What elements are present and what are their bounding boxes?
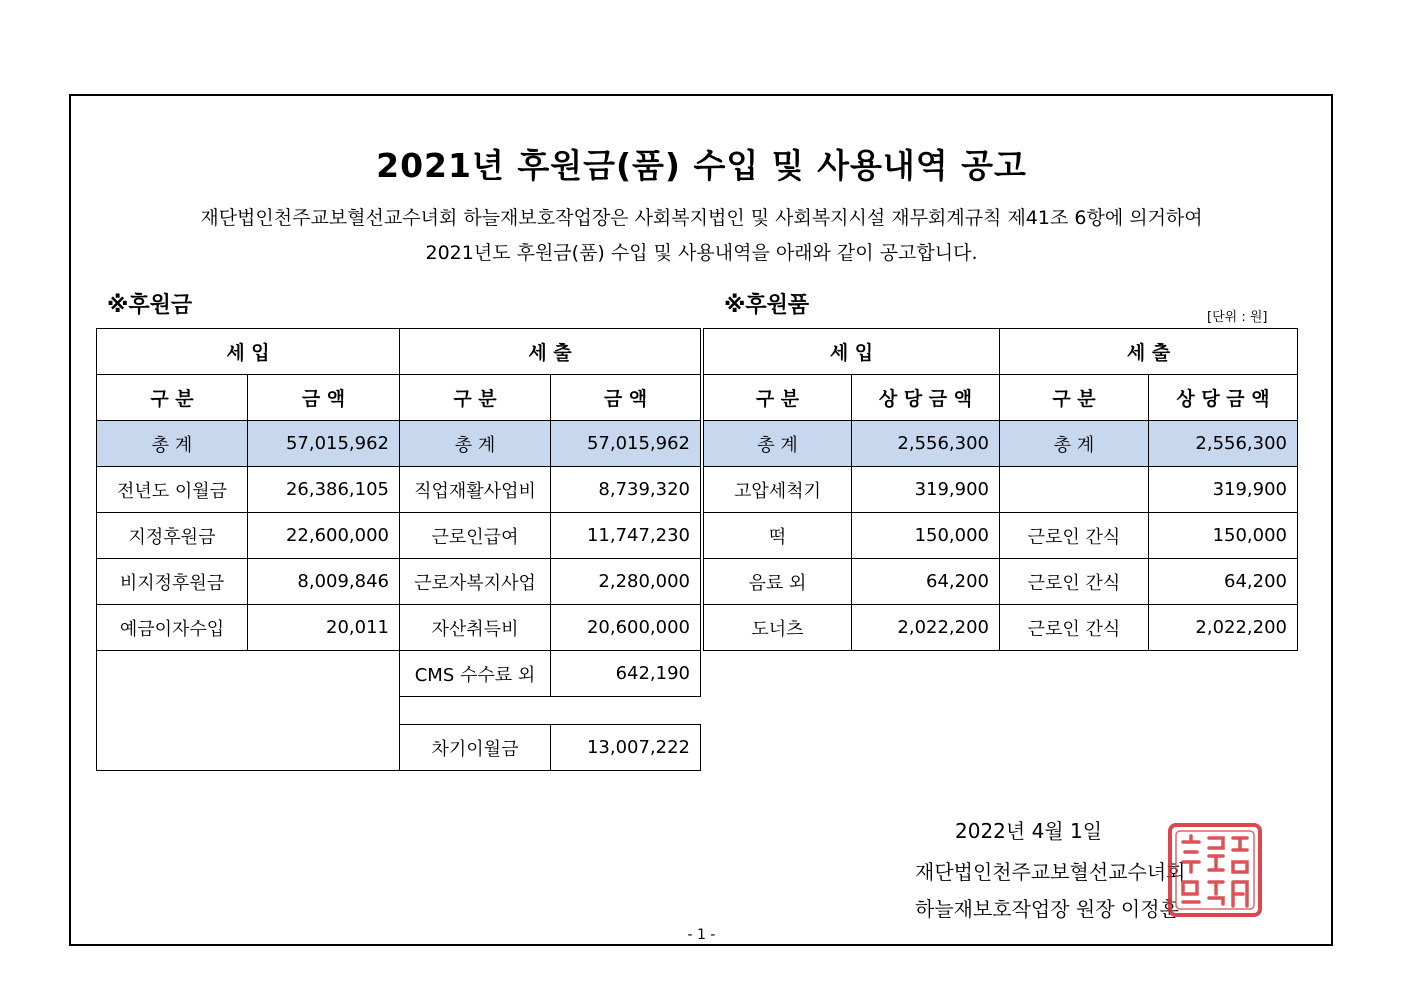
table-row: [97, 559, 701, 605]
table-row: [97, 605, 701, 651]
table-row: [97, 651, 701, 697]
total-label: 총 계: [97, 421, 248, 467]
income-amount: 2,022,200: [852, 605, 1000, 651]
income-amount: 26,386,105: [248, 467, 400, 513]
expense-category: 근로인 간식: [1000, 605, 1149, 651]
col-amount: 상 당 금 액: [852, 375, 1000, 421]
income-category: 비지정후원금: [97, 559, 248, 605]
expense-amount: 319,900: [1149, 467, 1298, 513]
expense-amount: 8,739,320: [551, 467, 701, 513]
income-amount: 319,900: [852, 467, 1000, 513]
income-category: 고압세척기: [704, 467, 852, 513]
income-header: 세 입: [97, 329, 400, 375]
col-amount: 상 당 금 액: [1149, 375, 1298, 421]
income-category: 음료 외: [704, 559, 852, 605]
expense-amount: 20,600,000: [551, 605, 701, 651]
col-category: 구 분: [1000, 375, 1149, 421]
table-row: [97, 467, 701, 513]
expense-amount: 11,747,230: [551, 513, 701, 559]
carryover-label: 차기이월금: [400, 725, 551, 771]
expense-header: 세 출: [400, 329, 701, 375]
total-label: 총 계: [704, 421, 852, 467]
income-category: 전년도 이월금: [97, 467, 248, 513]
donation-goods-table: [703, 328, 1298, 651]
total-label: 총 계: [400, 421, 551, 467]
expense-category: [1000, 467, 1149, 513]
expense-total: 2,556,300: [1149, 421, 1298, 467]
expense-category: 근로인 간식: [1000, 559, 1149, 605]
income-empty-area: [97, 651, 400, 771]
income-header: 세 입: [704, 329, 1000, 375]
unit-label: [단위 : 원]: [1207, 310, 1268, 325]
income-amount: 150,000: [852, 513, 1000, 559]
expense-amount: 2,280,000: [551, 559, 701, 605]
total-row: [97, 421, 701, 467]
expense-category: 근로인급여: [400, 513, 551, 559]
carryover-amount: 13,007,222: [551, 725, 701, 771]
income-amount: 20,011: [248, 605, 400, 651]
expense-amount: 642,190: [551, 651, 701, 697]
expense-category: CMS 수수료 외: [400, 651, 551, 697]
expense-category: 직업재활사업비: [400, 467, 551, 513]
income-total: 57,015,962: [248, 421, 400, 467]
income-category: 지정후원금: [97, 513, 248, 559]
income-category: 도너츠: [704, 605, 852, 651]
expense-category: 자산취득비: [400, 605, 551, 651]
expense-category: 근로자복지사업: [400, 559, 551, 605]
table-row: [704, 559, 1298, 605]
official-seal-stamp: [1167, 822, 1263, 918]
description-line-1: 재단법인천주교보혈선교수녀회 하늘재보호작업장은 사회복지법인 및 사회복지시설 재무회계규칙 제41조 6항에 의거하여: [200, 207, 1203, 229]
section-label-money: ※후원금: [107, 293, 193, 318]
total-row: [704, 421, 1298, 467]
page-title: 2021년 후원금(품) 수입 및 사용내역 공고: [376, 146, 1027, 185]
donation-money-table: [96, 328, 701, 771]
description-line-2: 2021년도 후원금(품) 수입 및 사용내역을 아래와 같이 공고합니다.: [425, 242, 978, 264]
expense-amount: 2,022,200: [1149, 605, 1298, 651]
income-amount: 8,009,846: [248, 559, 400, 605]
table-row: [704, 467, 1298, 513]
table-row: [704, 605, 1298, 651]
expense-total: 57,015,962: [551, 421, 701, 467]
expense-category: 근로인 간식: [1000, 513, 1149, 559]
col-category: 구 분: [400, 375, 551, 421]
income-total: 2,556,300: [852, 421, 1000, 467]
expense-amount: 150,000: [1149, 513, 1298, 559]
table-row: [97, 513, 701, 559]
col-amount: 금 액: [248, 375, 400, 421]
income-category: 떡: [704, 513, 852, 559]
income-amount: 22,600,000: [248, 513, 400, 559]
notice-date: 2022년 4월 1일: [955, 819, 1103, 843]
spacer: [400, 697, 701, 725]
col-category: 구 분: [704, 375, 852, 421]
income-category: 예금이자수입: [97, 605, 248, 651]
table-row: [704, 513, 1298, 559]
income-amount: 64,200: [852, 559, 1000, 605]
page-number: - 1 -: [687, 927, 716, 943]
col-category: 구 분: [97, 375, 248, 421]
total-label: 총 계: [1000, 421, 1149, 467]
director-signature: 하늘재보호작업장 원장 이정훈: [915, 897, 1179, 921]
organization-name: 재단법인천주교보혈선교수녀회: [915, 860, 1186, 884]
expense-header: 세 출: [1000, 329, 1298, 375]
section-label-goods: ※후원품: [724, 293, 810, 318]
col-amount: 금 액: [551, 375, 701, 421]
expense-amount: 64,200: [1149, 559, 1298, 605]
